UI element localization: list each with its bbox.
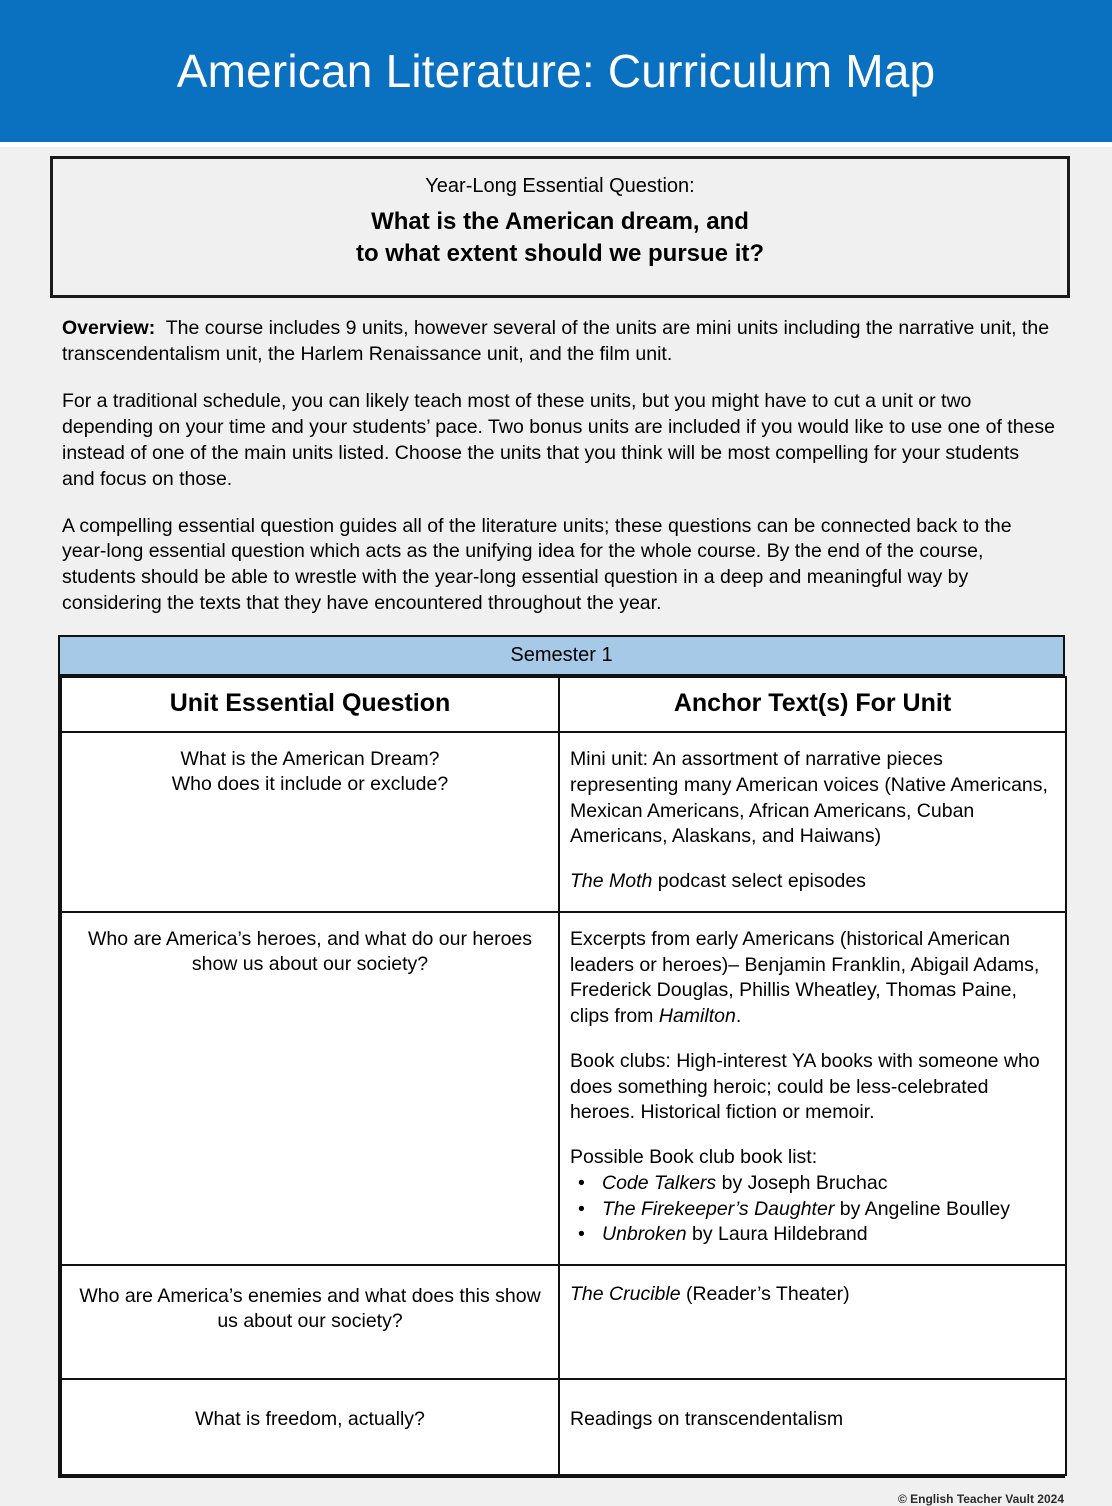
essential-question-label: Year-Long Essential Question:	[425, 174, 695, 197]
table-row	[61, 912, 1066, 1265]
book-title-italic: Unbroken	[602, 1223, 687, 1246]
page-title: American Literature: Curriculum Map	[176, 45, 936, 97]
essential-question-text	[356, 206, 764, 270]
anchor-paragraph: Book clubs: High-interest YA books with someone who does something heroic; could be less-celebrated heroes. Historical fiction or memoir.	[570, 1049, 1040, 1124]
unit-question-cell	[61, 1379, 559, 1475]
unit-question-line-1: Who are America’s heroes, and what do our heroes	[87, 927, 533, 950]
overview-paragraph-2: For a traditional schedule, you can likely teach most of these units, but you might have to cut a unit or two depending on your time and your students’ pace. Two bonus units are included if you would like to use one of these instead of one of the main units listed. Choose the units that you think will be most compelling for your students and focus on those.	[62, 389, 1055, 490]
table-row	[61, 1265, 1066, 1379]
essential-question-line-1: What is the American dream, and	[371, 207, 749, 235]
unit-question-cell	[61, 1265, 559, 1379]
list-item	[570, 1222, 1055, 1248]
unit-question-line-2: Who does it include or exclude?	[171, 773, 449, 796]
anchor-title-suffix: (Reader’s Theater)	[680, 1282, 850, 1305]
unit-question-line-2: us about our society?	[217, 1309, 403, 1332]
footer-copyright: © English Teacher Vault 2024	[897, 1491, 1064, 1506]
unit-question-line-1: Who are America’s enemies and what does this show	[79, 1284, 541, 1307]
anchor-paragraph	[570, 869, 1055, 895]
anchor-title-suffix: podcast select episodes	[652, 870, 866, 893]
anchor-text-part-b: .	[735, 1005, 742, 1028]
unit-question-line-2: show us about our society?	[191, 952, 429, 975]
book-author: by Laura Hildebrand	[686, 1223, 868, 1246]
semester-heading: Semester 1	[60, 637, 1063, 676]
page-header-banner	[0, 0, 1112, 142]
page-body	[0, 156, 1112, 1506]
anchor-text-cell	[559, 912, 1066, 1265]
book-author: by Joseph Bruchac	[716, 1171, 888, 1194]
anchor-paragraph	[570, 1282, 1055, 1308]
table-row	[61, 732, 1066, 912]
anchor-text-cell	[559, 732, 1066, 912]
banner-underline-divider	[0, 142, 1112, 147]
anchor-title-italic: The Crucible	[570, 1282, 681, 1305]
anchor-title-italic: Hamilton	[658, 1005, 736, 1028]
table-row	[61, 1379, 1066, 1475]
anchor-text-cell	[559, 1379, 1066, 1475]
book-author: by Angeline Boulley	[834, 1197, 1010, 1220]
unit-question-cell	[61, 912, 559, 1265]
unit-question-cell	[61, 732, 559, 912]
table-header-row	[61, 677, 1066, 732]
overview-paragraph-1	[62, 316, 1056, 368]
anchor-paragraph: Mini unit: An assortment of narrative pieces representing many American voices (Native Americans, Mexican Americans, African Americans, Cuban Americans, Alaskans, and Haiwans)	[570, 748, 1048, 848]
book-list-label: Possible Book club book list:	[570, 1146, 818, 1169]
anchor-paragraph: Readings on transcendentalism	[570, 1407, 844, 1430]
year-long-essential-question-box	[50, 156, 1070, 298]
list-item	[570, 1171, 1055, 1197]
overview-label: Overview:	[62, 317, 156, 339]
column-header-unit-essential-question: Unit Essential Question	[61, 677, 559, 732]
book-title-italic: Code Talkers	[602, 1171, 717, 1194]
curriculum-table	[60, 676, 1067, 1476]
anchor-paragraph	[570, 927, 1055, 1030]
book-list-block	[570, 1145, 1055, 1248]
overview-paragraph-1-text: The course includes 9 units, however several of the units are mini units including the narrative unit, the transcendentalism unit, the Harlem Renaissance unit, and the film unit.	[62, 317, 1050, 365]
list-item	[570, 1197, 1055, 1223]
unit-question-line-1: What is the American Dream?	[180, 748, 440, 771]
book-club-list	[570, 1171, 1055, 1248]
anchor-title-italic: The Moth	[570, 870, 653, 893]
overview-section	[62, 316, 1056, 617]
book-title-italic: The Firekeeper’s Daughter	[602, 1197, 835, 1220]
anchor-text-cell	[559, 1265, 1066, 1379]
column-header-anchor-texts: Anchor Text(s) For Unit	[559, 677, 1066, 732]
unit-question-line-1: What is freedom, actually?	[195, 1407, 425, 1430]
curriculum-table-container	[58, 635, 1065, 1478]
essential-question-line-2: to what extent should we pursue it?	[355, 239, 765, 267]
anchor-text-part-a: Excerpts from early Americans (historical American leaders or heroes)– Benjamin Franklin, Abigail Adams, Frederick Douglas, Phillis Wheatley, Thomas Paine, clips from	[570, 927, 1040, 1028]
overview-paragraph-3: A compelling essential question guides all of the literature units; these questions can be connected back to the year-long essential question which acts as the unifying idea for the whole course. By the end of the course, students should be able to wrestle with the year-long essential question in a deep and meaningful way by considering the texts that they have encountered throughout the year.	[62, 514, 1012, 615]
